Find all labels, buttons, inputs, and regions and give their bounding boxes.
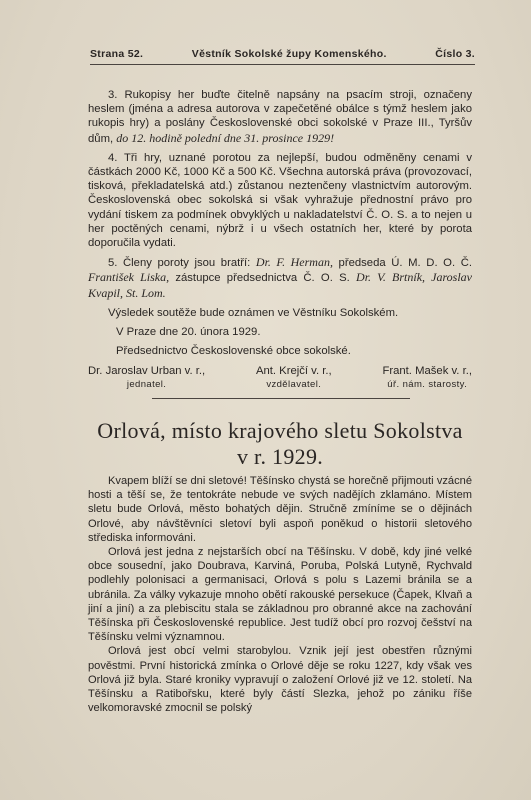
- presidium-line: Předsednictvo Československé obce sokolské.: [116, 345, 351, 358]
- deadline-text: do 12. hodině polední dne 31. prosince 1929!: [116, 130, 335, 145]
- competition-rules: [88, 88, 472, 390]
- header-rule: [90, 64, 475, 65]
- rule-5: [88, 255, 472, 301]
- publication-title: Věstník Sokolské župy Komenského.: [191, 48, 387, 60]
- article-paragraph-1: Kvapem blíží se dni sletové! Těšínsko chystá se horečně přijmouti vzácné hosti a těší se, že tentokráte nebude ve svých nadějích zklamáno. Místem sletu bude Orlová, město bohatých dějin. Stručně zmíníme se o dějinách Orlové, aby návštěvníci sletoví byli aspoň poněkud o historii sletového střediska informováni.: [88, 475, 472, 544]
- section-divider: [152, 398, 410, 399]
- article-paragraph-3: Orlová jest obcí velmi starobylou. Vznik její jest obestřen různými pověstmi. První historická zmínka o Orlové děje se roku 1227, kdy však ves Orlová již byla. Staré kroniky vypravují o založení Orlové již ve 12. století. Na Těšínsku a Ratibořsku, které byly částí Slezka, jehož po zániku říše velkomoravské zmocnil se polský: [88, 645, 472, 715]
- signature-role: úř. nám. starosty.: [387, 378, 468, 390]
- jury-member-2: František Liska,: [88, 270, 170, 285]
- signature-3: [382, 364, 472, 389]
- rule-3: [88, 88, 472, 146]
- rule-5-intro: 5. Členy poroty jsou bratří:: [108, 257, 256, 270]
- article-title-line-2: v r. 1929.: [236, 444, 324, 469]
- jury-role-2: zástupce předsednictva Č. O. S.: [169, 272, 357, 285]
- signature-name: Frant. Mašek v. r.,: [382, 365, 472, 378]
- date-line: V Praze dne 20. února 1929.: [116, 326, 261, 339]
- article-title-line-1: Orlová, místo krajového sletu Sokolstva: [97, 418, 463, 443]
- signature-role: vzdělavatel.: [266, 378, 322, 390]
- signature-name: Ant. Krejčí v. r.,: [255, 365, 332, 378]
- signature-name: Dr. Jaroslav Urban v. r.,: [88, 365, 206, 378]
- signature-1: [88, 364, 205, 389]
- article-title: [88, 418, 472, 470]
- issue-number: Číslo 3.: [435, 48, 475, 60]
- jury-members-rest: Dr. V. Brtník, Jaroslav Kvapil, St. Lom.: [88, 270, 473, 300]
- rule-4: 4. Tři hry, uznané porotou za nejlepší, budou odměněny cenami v částkách 2000 Kč, 1000 Kč a 500 Kč. Všechna autorská práva (provozovací, tisková, překladatelská atd.) zůstanou neztenčeny vlastnictvím autorovým. Československá obec sokolská si však vyhražuje přednostní právo pro vydání tiskem za podmínek obvyklých u nakladatelství Č. O. S. a to nejen u her poctěných cenami, nýbrž i u všech ostatních her, které by porota doporučila vydati.: [88, 151, 472, 250]
- signature-2: [256, 364, 332, 389]
- signatures: [88, 364, 472, 389]
- running-header: [90, 48, 475, 60]
- signature-role: jednatel.: [126, 378, 167, 390]
- rule-3-text: 3. Rukopisy her buďte čitelně napsány na psacím stroji, označeny heslem (jména a adresa autorova v zapečetěné obálce s týmž heslem jako rukopis hry) a poslány Československé obci sokolské v Praze III., Tyršův dům,: [88, 89, 472, 145]
- article-body: [88, 474, 472, 715]
- article-paragraph-2: Orlová jest jedna z nejstarších obcí na Těšínsku. V době, kdy jiné velké obce sousední, jako Doubrava, Karviná, Poruba, Polská Lutyně, Rychvald podlehly polonisaci a germanisaci, Orlová s polu s Lazemi bránila se a ubránila. Za války vykazuje mnoho obětí rakouské persekuce (Čapek, Klvaň a jiní a jiní) a za plebiscitu stala se základnou pro obranné akce na zachování Těšínska při Československé republice. Jest tudíž obcí pro rozvoj češství na Těšínsku velmi významnou.: [88, 546, 472, 644]
- jury-role-1: předseda Ú. M. D. O. Č.: [332, 257, 472, 270]
- page-number: Strana 52.: [90, 48, 144, 60]
- jury-member-1: Dr. F. Herman,: [255, 255, 333, 270]
- result-announcement: Výsledek soutěže bude oznámen ve Věstníku Sokolském.: [108, 306, 399, 319]
